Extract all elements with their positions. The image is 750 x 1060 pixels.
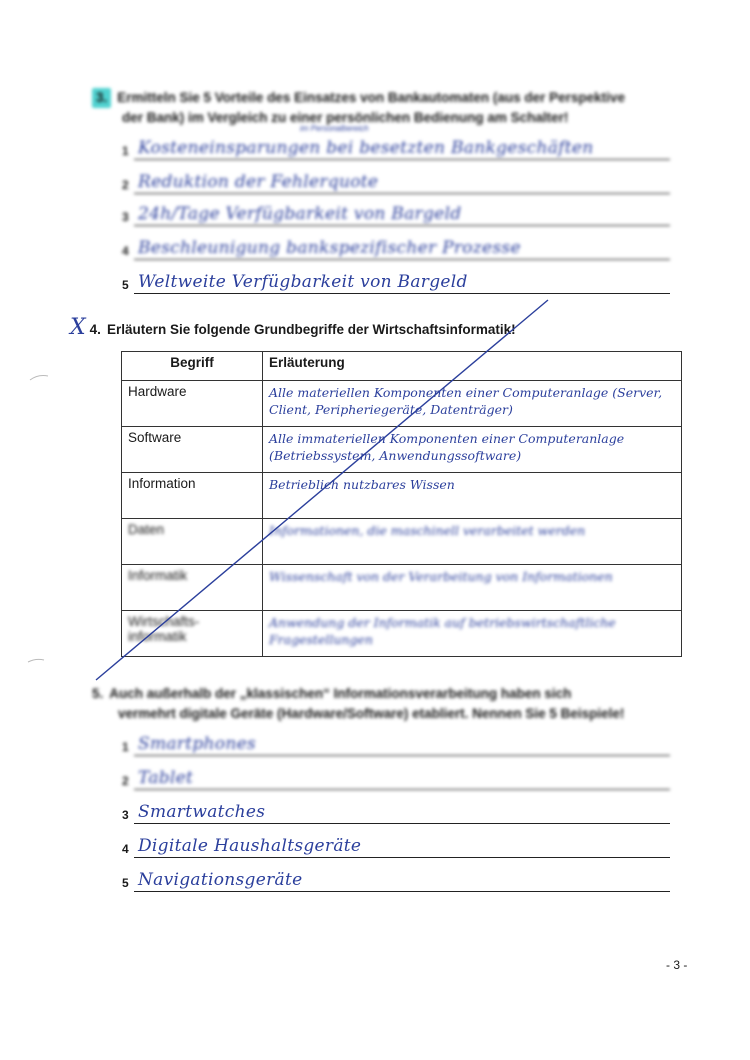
handwritten-answer: Digitale Haushaltsgeräte: [138, 836, 362, 856]
answer-number: 1: [122, 144, 129, 158]
answer-number: 1: [122, 740, 129, 754]
question-3-number: 3.: [92, 88, 111, 108]
term-cell: Daten: [122, 519, 263, 565]
term-cell: Hardware: [122, 381, 263, 427]
question-4-number: 4.: [89, 322, 101, 337]
term-cell: Information: [122, 473, 263, 519]
question-3-text-line2: der Bank) im Vergleich zu einer persönlichen Bedienung am Schalter!: [122, 110, 569, 125]
answer-number: 4: [122, 244, 129, 258]
column-header-term: Begriff: [122, 352, 263, 381]
handwritten-answer: Smartwatches: [138, 802, 266, 822]
explanation-cell: Alle materiellen Komponenten einer Computeranlage (Server, Client, Peripheriegeräte, Datenträger): [263, 381, 682, 427]
handwritten-answer: 24h/Tage Verfügbarkeit von Bargeld: [138, 204, 462, 224]
column-header-explanation: Erläuterung: [263, 352, 682, 381]
explanation-cell: Informationen, die maschinell verarbeitet werden: [263, 519, 682, 565]
term-cell: Informatik: [122, 565, 263, 611]
question-5-text-line2: vermehrt digitale Geräte (Hardware/Software) etabliert. Nennen Sie 5 Beispiele!: [118, 706, 625, 721]
q5-answer-3: [122, 800, 670, 824]
answer-number: 3: [122, 808, 129, 822]
answer-number: 5: [122, 278, 129, 292]
q5-answer-5: [122, 868, 670, 892]
pen-stroke: [96, 300, 548, 680]
handwritten-answer: Navigationsgeräte: [138, 870, 303, 890]
explanation-cell: Wissenschaft von der Verarbeitung von Informationen: [263, 565, 682, 611]
answer-number: 2: [122, 774, 129, 788]
page-number: - 3 -: [666, 958, 688, 972]
handwritten-answer: Reduktion der Fehlerquote: [138, 172, 379, 192]
term-cell: Software: [122, 427, 263, 473]
handwritten-answer: Smartphones: [138, 734, 256, 754]
handwritten-answer: Beschleunigung bankspezifischer Prozesse: [138, 238, 521, 258]
handwritten-answer: Tablet: [138, 768, 194, 788]
cross-mark: X: [70, 315, 86, 340]
question-5-heading: [92, 684, 692, 724]
q5-answer-1: [122, 732, 670, 756]
explanation-cell: Alle immateriellen Komponenten einer Computeranlage (Betriebssystem, Anwendungssoftware): [263, 427, 682, 473]
handwritten-answer: Weltweite Verfügbarkeit von Bargeld: [138, 272, 468, 292]
question-5-text-line1: Auch außerhalb der „klassischen“ Informationsverarbeitung haben sich: [109, 686, 572, 701]
q5-answer-2: [122, 766, 670, 790]
explanation-cell: Betrieblich nutzbares Wissen: [263, 473, 682, 519]
scan-mark: [30, 376, 48, 381]
answer-number: 4: [122, 842, 129, 856]
handwritten-note: im Personalbereich: [300, 124, 369, 133]
scan-mark: [28, 659, 44, 662]
answer-number: 3: [122, 210, 129, 224]
question-3-text-line1: Ermitteln Sie 5 Vorteile des Einsatzes von Bankautomaten (aus der Perspektive: [117, 90, 625, 105]
answer-number: 5: [122, 876, 129, 890]
handwritten-answer: Kosteneinsparungen bei besetzten Bankgeschäften: [138, 138, 594, 158]
answer-number: 2: [122, 178, 129, 192]
term-cell: Wirtschafts-informatik: [122, 611, 263, 657]
q5-answer-4: [122, 834, 670, 858]
explanation-cell: Anwendung der Informatik auf betriebswirtschaftliche Fragestellungen: [263, 611, 682, 657]
question-5-number: 5.: [92, 686, 104, 701]
question-4-text: Erläutern Sie folgende Grundbegriffe der Wirtschaftsinformatik!: [106, 322, 516, 337]
